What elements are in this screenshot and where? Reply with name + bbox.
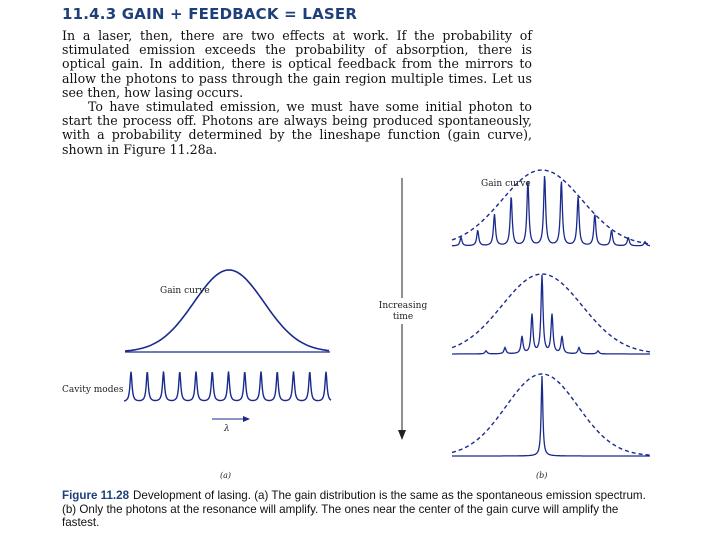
mode-spectrum-b3 — [452, 376, 650, 456]
gain-curve-label-b: Gain curve — [481, 179, 531, 189]
gain-curve-label-a: Gain curve — [160, 286, 210, 296]
figure-panel-a — [62, 270, 331, 480]
paragraph-2: To have stimulated emission, we must have some initial photon to start the process off. Photons are always being produced spontaneously, with a probability determined by the lineshape function (gain curve), shown in Figure 11.28a. — [62, 99, 532, 157]
paragraph-1: In a laser, then, there are two effects at work. If the probability of stimulated emission exceeds the probability of absorption, there is optical gain. In addition, there is optical feedback from the mirrors to allow the photons to pass through the gain region multiple times. Let us see then, how lasing occurs. — [62, 28, 532, 100]
cavity-modes-label: Cavity modes — [62, 385, 124, 395]
section-heading: 11.4.3 GAIN + FEEDBACK = LASER — [62, 5, 358, 23]
gain-curve-a — [125, 270, 329, 351]
panel-label-a: (a) — [220, 471, 232, 480]
caption-text: Development of lasing. (a) The gain distribution is the same as the spontaneous emission spectrum. (b) Only the photons at the resonance will amplify. The ones near the center of the gain curve will amplify the fastest. — [62, 489, 646, 529]
time-label: time — [392, 312, 414, 322]
panel-label-b: (b) — [536, 471, 548, 480]
figure-panel-b — [452, 170, 650, 480]
increasing-label: Increasing — [378, 301, 428, 311]
gain-curve-b2 — [452, 274, 650, 352]
cavity-modes-trace — [124, 372, 331, 402]
figure-caption — [62, 489, 652, 530]
time-axis — [378, 178, 428, 440]
caption-figure-number: Figure 11.28 — [62, 489, 130, 502]
wavelength-arrowhead — [243, 416, 250, 422]
lambda-label: λ — [224, 424, 230, 434]
time-arrowhead — [398, 430, 406, 440]
gain-curve-b3 — [452, 374, 650, 455]
